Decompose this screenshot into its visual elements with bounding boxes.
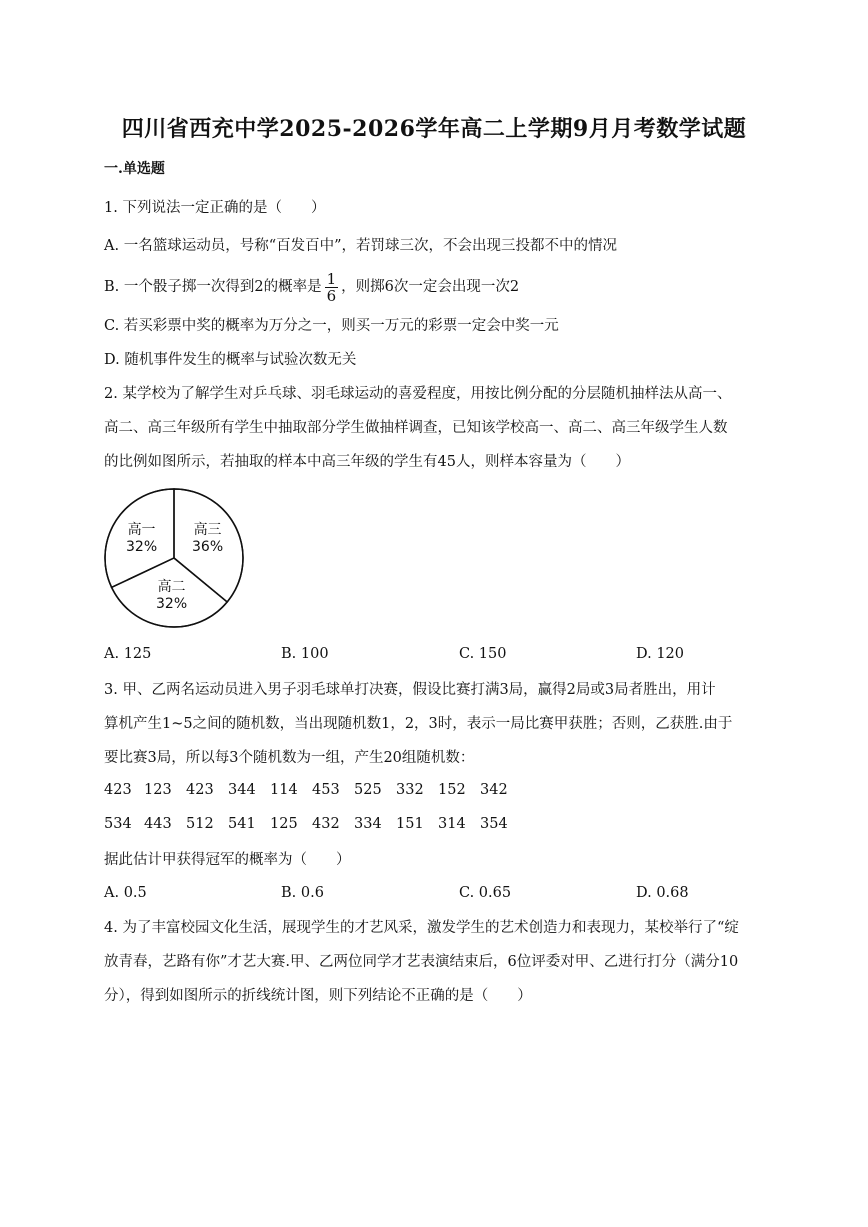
random-number: 453: [312, 782, 340, 798]
random-number: 443: [144, 816, 172, 832]
q2-line-1: 2. 某学校为了解学生对乒乓球、羽毛球运动的喜爱程度，用按比例分配的分层随机抽样法从高一、: [104, 386, 732, 402]
q1-stem: 1. 下列说法一定正确的是（ ）: [104, 200, 326, 216]
page-title: 四川省西充中学2025-2026学年高二上学期9月月考数学试题: [121, 116, 747, 142]
q4-line-2: 放青春，艺路有你”才艺大赛.甲、乙两位同学才艺表演结束后，6位评委对甲、乙进行打分（满分10: [104, 954, 739, 970]
fraction-denominator: 6: [326, 286, 337, 305]
pie-label-gao3-value: 36%: [192, 539, 224, 555]
q4-line-1: 4. 为了丰富校园文化生活，展现学生的才艺风采，激发学生的艺术创造力和表现力，某校举行了“绽: [104, 920, 739, 936]
random-number: 114: [270, 782, 298, 798]
pie-label-gao1-name: 高一: [127, 522, 156, 538]
q3-option-d: D. 0.68: [636, 885, 689, 901]
random-number: 423: [186, 782, 214, 798]
pie-label-gao3-name: 高三: [193, 522, 222, 538]
random-number: 432: [312, 816, 340, 832]
random-number: 354: [480, 816, 508, 832]
q4-line-3: 分），得到如图所示的折线统计图，则下列结论不正确的是（ ）: [104, 988, 532, 1004]
q3-line-1: 3. 甲、乙两名运动员进入男子羽毛球单打决赛，假设比赛打满3局，赢得2局或3局者胜出，用计: [104, 682, 716, 698]
random-number: 314: [438, 816, 466, 832]
q1-option-a: A. 一名篮球运动员，号称“百发百中”，若罚球三次，不会出现三投都不中的情况: [104, 238, 618, 254]
q3-line-4: 据此估计甲获得冠军的概率为（ ）: [104, 852, 351, 868]
q1-option-b: [104, 268, 519, 306]
q2-line-3: 的比例如图所示，若抽取的样本中高三年级的学生有45人，则样本容量为（ ）: [104, 454, 630, 470]
fraction: [325, 271, 339, 304]
random-number: 152: [438, 782, 466, 798]
q3-line-2: 算机产生1~5之间的随机数，当出现随机数1，2，3时，表示一局比赛甲获胜；否则，乙获胜.由于: [104, 716, 733, 732]
pie-label-gao3: [192, 522, 223, 556]
q3-option-b: B. 0.6: [281, 885, 324, 901]
q2-option-b: B. 100: [281, 646, 329, 662]
pie-label-gao2-name: 高二: [157, 579, 186, 595]
pie-label-gao2: [156, 579, 187, 613]
q1-option-c: C. 若买彩票中奖的概率为万分之一，则买一万元的彩票一定会中奖一元: [104, 318, 559, 334]
q3-option-c: C. 0.65: [459, 885, 512, 901]
q3-option-a: A. 0.5: [104, 885, 147, 901]
q2-option-c: C. 150: [459, 646, 507, 662]
random-number: 541: [228, 816, 256, 832]
q2-option-a: A. 125: [104, 646, 152, 662]
pie-label-gao1-value: 32%: [126, 539, 158, 555]
random-number: 534: [104, 816, 132, 832]
random-number: 151: [396, 816, 424, 832]
random-number: 332: [396, 782, 424, 798]
random-number: 342: [480, 782, 508, 798]
q1-option-b-pre: B. 一个骰子掷一次得到2的概率是: [104, 279, 322, 295]
random-number: 423: [104, 782, 132, 798]
pie-label-gao1: [126, 522, 157, 556]
random-number: 525: [354, 782, 382, 798]
random-number: 334: [354, 816, 382, 832]
random-number: 512: [186, 816, 214, 832]
q2-option-d: D. 120: [636, 646, 685, 662]
random-number: 344: [228, 782, 256, 798]
q2-line-2: 高二、高三年级所有学生中抽取部分学生做抽样调查，已知该学校高一、高二、高三年级学生人数: [104, 420, 728, 436]
pie-chart: [104, 488, 244, 628]
fraction-numerator: 1: [326, 269, 337, 288]
q1-option-b-post: ，则掷6次一定会出现一次2: [341, 279, 520, 295]
q3-line-3: 要比赛3局，所以每3个随机数为一组，产生20组随机数：: [104, 750, 475, 766]
pie-label-gao2-value: 32%: [156, 596, 188, 612]
section-heading: 一.单选题: [104, 161, 165, 177]
random-number: 123: [144, 782, 172, 798]
q1-option-d: D. 随机事件发生的概率与试验次数无关: [104, 352, 357, 368]
random-number: 125: [270, 816, 298, 832]
